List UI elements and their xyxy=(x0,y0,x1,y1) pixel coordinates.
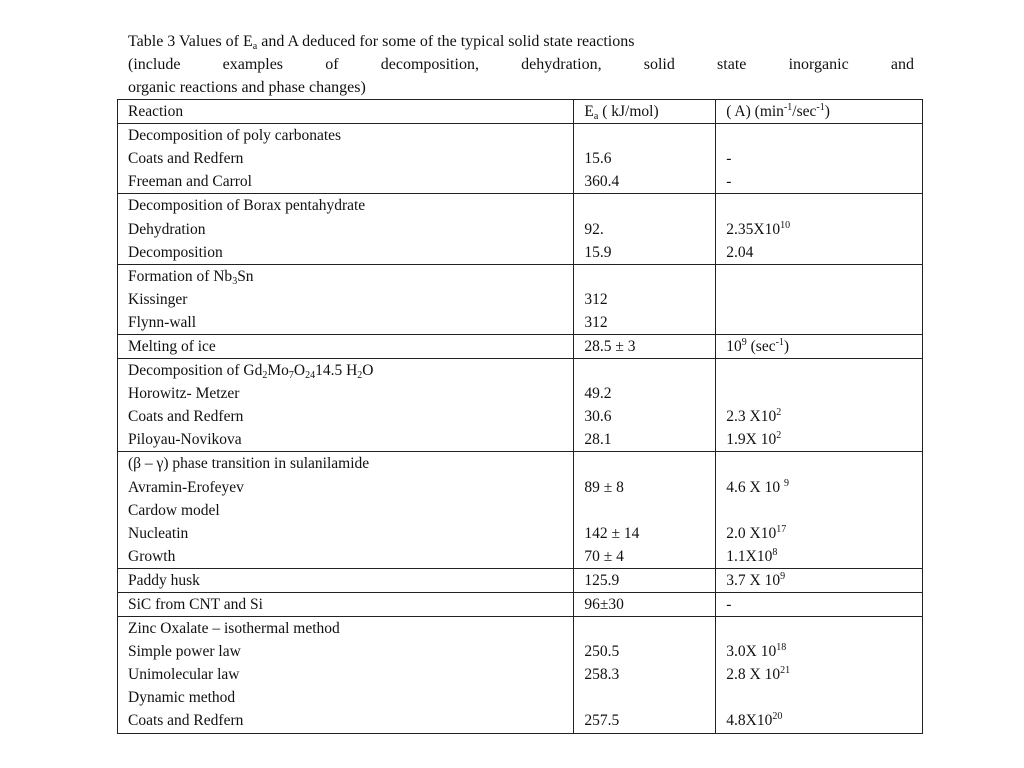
reaction-cell-text: Growth xyxy=(128,547,176,565)
table-row xyxy=(118,428,923,452)
table-row xyxy=(118,592,923,616)
a-cell xyxy=(716,405,923,428)
a-cell xyxy=(716,382,923,405)
reaction-cell xyxy=(118,617,574,641)
a-cell xyxy=(716,264,923,288)
ea-cell xyxy=(574,545,716,569)
ea-cell xyxy=(574,640,716,663)
a-cell xyxy=(716,194,923,218)
a-cell-supscript: 2 xyxy=(776,430,782,442)
table-row xyxy=(118,264,923,288)
reaction-cell xyxy=(118,241,574,265)
ea-cell xyxy=(574,241,716,265)
a-cell xyxy=(716,663,923,686)
header-ea-unit: ( kJ/mol) xyxy=(598,103,659,121)
table-row xyxy=(118,311,923,335)
ea-cell-text: 70 ± 4 xyxy=(584,547,624,565)
reaction-cell xyxy=(118,428,574,452)
reaction-cell-text: Formation of Nb xyxy=(128,267,233,285)
ea-cell xyxy=(574,617,716,641)
reaction-cell-text: Cardow model xyxy=(128,501,220,519)
a-cell-text: 2.04 xyxy=(726,243,754,261)
table-row xyxy=(118,522,923,545)
a-cell-supscript: 2 xyxy=(776,407,782,419)
caption-line-1 xyxy=(128,30,914,53)
ea-cell xyxy=(574,428,716,452)
caption-line-3: organic reactions and phase changes) xyxy=(128,79,366,96)
reaction-cell-text: Sn xyxy=(237,267,254,285)
table-row xyxy=(118,217,923,240)
ea-cell-text: 15.6 xyxy=(584,150,612,168)
a-cell-supscript: 20 xyxy=(772,711,783,723)
reaction-cell-text: Piloyau-Novikova xyxy=(128,431,242,449)
ea-cell xyxy=(574,311,716,335)
a-cell xyxy=(716,592,923,616)
reaction-cell-text: Decomposition of poly carbonates xyxy=(128,127,342,145)
reaction-cell xyxy=(118,382,574,405)
reaction-cell-text: Decomposition xyxy=(128,243,223,261)
ea-cell-text: 312 xyxy=(584,313,608,331)
reaction-cell xyxy=(118,663,574,686)
a-cell-supscript: 18 xyxy=(776,642,787,654)
reaction-cell-text: Paddy husk xyxy=(128,571,200,589)
a-cell-text: 1.1X10 xyxy=(726,547,773,565)
table-row xyxy=(118,124,923,148)
table-row xyxy=(118,405,923,428)
a-cell-text: 2.35X10 xyxy=(726,220,781,238)
reaction-cell-text: Decomposition of Gd xyxy=(128,362,263,380)
table-row xyxy=(118,686,923,709)
reaction-cell xyxy=(118,640,574,663)
a-cell-supscript: 10 xyxy=(780,219,791,231)
table-row xyxy=(118,663,923,686)
table-row xyxy=(118,359,923,383)
table-row xyxy=(118,241,923,265)
ea-cell xyxy=(574,217,716,240)
a-cell-text: 1.9X 10 xyxy=(726,431,777,449)
ea-cell-text: 15.9 xyxy=(584,243,612,261)
reaction-cell xyxy=(118,288,574,311)
a-cell xyxy=(716,170,923,194)
reaction-cell-text: Mo xyxy=(267,362,289,380)
reaction-cell-text: Freeman and Carrol xyxy=(128,173,252,191)
a-cell xyxy=(716,452,923,476)
reaction-cell-text: Melting of ice xyxy=(128,337,216,355)
a-cell-text: 2.3 X10 xyxy=(726,408,777,426)
data-table xyxy=(117,99,923,734)
header-row xyxy=(118,100,923,124)
ea-cell-text: 28.1 xyxy=(584,431,612,449)
a-cell xyxy=(716,640,923,663)
ea-cell xyxy=(574,147,716,170)
a-cell xyxy=(716,241,923,265)
a-cell-text: - xyxy=(726,150,732,168)
ea-cell xyxy=(574,124,716,148)
reaction-cell xyxy=(118,264,574,288)
header-a-sup2: -1 xyxy=(816,102,825,114)
ea-cell-text: 89 ± 8 xyxy=(584,478,624,496)
reaction-cell-text: Coats and Redfern xyxy=(128,408,244,426)
header-a-part3: ) xyxy=(824,103,830,121)
reaction-cell-text: (β – γ) phase transition in sulanilamide xyxy=(128,455,370,473)
header-a xyxy=(716,100,923,124)
reaction-cell-text: SiC from CNT and Si xyxy=(128,596,263,614)
ea-cell-text: 250.5 xyxy=(584,643,620,661)
table-row xyxy=(118,147,923,170)
a-cell-text: 3.0X 10 xyxy=(726,643,777,661)
ea-cell xyxy=(574,288,716,311)
reaction-cell-subscript: 3 xyxy=(232,275,238,287)
a-cell xyxy=(716,288,923,311)
table-row xyxy=(118,476,923,499)
caption-line-2: (include examples of decomposition, dehydration, solid state inorganic and xyxy=(128,56,914,73)
reaction-cell xyxy=(118,452,574,476)
reaction-cell-text: Nucleatin xyxy=(128,524,189,542)
reaction-cell-subscript: 24 xyxy=(305,370,316,382)
ea-cell xyxy=(574,686,716,709)
ea-cell xyxy=(574,359,716,383)
table-row xyxy=(118,640,923,663)
ea-cell xyxy=(574,334,716,358)
reaction-cell-text: Dynamic method xyxy=(128,689,236,707)
a-cell-text: 2.8 X 10 xyxy=(726,666,781,684)
reaction-cell-text: Horowitz- Metzer xyxy=(128,385,240,403)
ea-cell xyxy=(574,568,716,592)
ea-cell-text: 142 ± 14 xyxy=(584,524,640,542)
ea-cell-text: 28.5 ± 3 xyxy=(584,337,636,355)
a-cell xyxy=(716,311,923,335)
a-cell xyxy=(716,522,923,545)
a-cell-supscript: 9 xyxy=(780,570,786,582)
ea-cell-text: 312 xyxy=(584,290,608,308)
reaction-cell xyxy=(118,545,574,569)
table-row xyxy=(118,382,923,405)
ea-cell xyxy=(574,405,716,428)
reaction-cell-text: O xyxy=(362,362,374,380)
reaction-cell-text: Zinc Oxalate – isothermal method xyxy=(128,620,340,638)
ea-cell-text: 96±30 xyxy=(584,596,624,614)
header-ea-subscript: a xyxy=(593,111,599,123)
a-cell-supscript: 17 xyxy=(776,523,787,535)
ea-cell-text: 49.2 xyxy=(584,385,612,403)
a-cell-text: - xyxy=(726,596,732,614)
reaction-cell xyxy=(118,405,574,428)
table-row xyxy=(118,170,923,194)
reaction-cell-subscript: 7 xyxy=(288,370,294,382)
a-cell xyxy=(716,359,923,383)
caption-title-prefix: Table 3 Values of E xyxy=(128,33,253,50)
table-body xyxy=(118,124,923,733)
reaction-cell xyxy=(118,170,574,194)
reaction-cell xyxy=(118,592,574,616)
ea-cell-text: 258.3 xyxy=(584,666,620,684)
ea-cell-text: 257.5 xyxy=(584,712,620,730)
a-cell xyxy=(716,217,923,240)
a-cell-supscript: 9 xyxy=(783,477,789,489)
reaction-cell-subscript: 2 xyxy=(357,370,363,382)
a-cell-supscript: 8 xyxy=(772,546,778,558)
table-row xyxy=(118,452,923,476)
caption-title-subscript: a xyxy=(252,41,258,52)
a-cell xyxy=(716,147,923,170)
a-cell-supscript: 21 xyxy=(780,665,791,677)
reaction-cell-text: Coats and Redfern xyxy=(128,150,244,168)
reaction-cell xyxy=(118,499,574,522)
reaction-cell-text: Simple power law xyxy=(128,643,241,661)
reaction-cell-text: Decomposition of Borax pentahydrate xyxy=(128,197,366,215)
ea-cell-text: 360.4 xyxy=(584,173,620,191)
reaction-cell xyxy=(118,359,574,383)
a-cell xyxy=(716,499,923,522)
ea-cell xyxy=(574,499,716,522)
reaction-cell xyxy=(118,476,574,499)
header-a-sup1: -1 xyxy=(783,102,793,114)
a-cell xyxy=(716,428,923,452)
table-row xyxy=(118,334,923,358)
ea-cell xyxy=(574,452,716,476)
ea-cell xyxy=(574,663,716,686)
a-cell-text: 4.8X10 xyxy=(726,712,773,730)
ea-cell xyxy=(574,170,716,194)
ea-cell xyxy=(574,476,716,499)
reaction-cell-subscript: 2 xyxy=(262,370,268,382)
a-cell xyxy=(716,709,923,733)
reaction-cell xyxy=(118,194,574,218)
a-cell xyxy=(716,124,923,148)
ea-cell xyxy=(574,194,716,218)
table-row xyxy=(118,568,923,592)
header-ea xyxy=(574,100,716,124)
reaction-cell xyxy=(118,147,574,170)
ea-cell-text: 30.6 xyxy=(584,408,612,426)
reaction-cell-text: Kissinger xyxy=(128,290,188,308)
reaction-cell xyxy=(118,311,574,335)
a-cell xyxy=(716,617,923,641)
ea-cell xyxy=(574,592,716,616)
table-row xyxy=(118,194,923,218)
table-row xyxy=(118,545,923,569)
a-cell-text: 10 xyxy=(726,337,742,355)
reaction-cell xyxy=(118,568,574,592)
a-cell-text: 3.7 X 10 xyxy=(726,571,781,589)
ea-cell xyxy=(574,264,716,288)
ea-cell xyxy=(574,522,716,545)
reaction-cell xyxy=(118,124,574,148)
caption-title-suffix: and A deduced for some of the typical solid state reactions xyxy=(257,33,635,50)
header-reaction: Reaction xyxy=(118,100,574,124)
table-caption xyxy=(128,30,914,99)
reaction-cell-text: Avramin-Erofeyev xyxy=(128,478,244,496)
reaction-cell-text: Dehydration xyxy=(128,220,206,238)
reaction-cell-text: Flynn-wall xyxy=(128,313,197,331)
a-cell xyxy=(716,476,923,499)
ea-cell xyxy=(574,382,716,405)
a-cell xyxy=(716,568,923,592)
a-cell-supscript: 9 xyxy=(741,336,747,348)
a-cell xyxy=(716,545,923,569)
header-a-part2: /sec xyxy=(792,103,817,121)
reaction-cell-text: Unimolecular law xyxy=(128,666,240,684)
a-cell-text: (sec xyxy=(746,337,776,355)
reaction-cell xyxy=(118,334,574,358)
a-cell-text: 4.6 X 10 xyxy=(726,478,784,496)
reaction-cell-text: Coats and Redfern xyxy=(128,712,244,730)
reaction-cell-text: O xyxy=(293,362,306,380)
header-a-part1: ( A) (min xyxy=(726,103,784,121)
a-cell-text: 2.0 X10 xyxy=(726,524,777,542)
reaction-cell xyxy=(118,686,574,709)
ea-cell xyxy=(574,709,716,733)
reaction-cell xyxy=(118,522,574,545)
table-row xyxy=(118,499,923,522)
reaction-cell-text: 14.5 H xyxy=(315,362,358,380)
table-row xyxy=(118,288,923,311)
header-ea-text: E xyxy=(584,103,594,121)
a-cell-supscript: -1 xyxy=(775,336,784,348)
a-cell xyxy=(716,686,923,709)
reaction-cell xyxy=(118,217,574,240)
a-cell-text: - xyxy=(726,173,732,191)
a-cell xyxy=(716,334,923,358)
a-cell-text: ) xyxy=(783,337,790,355)
table-row xyxy=(118,709,923,733)
table-row xyxy=(118,617,923,641)
reaction-cell xyxy=(118,709,574,733)
ea-cell-text: 92. xyxy=(584,220,604,238)
ea-cell-text: 125.9 xyxy=(584,571,620,589)
